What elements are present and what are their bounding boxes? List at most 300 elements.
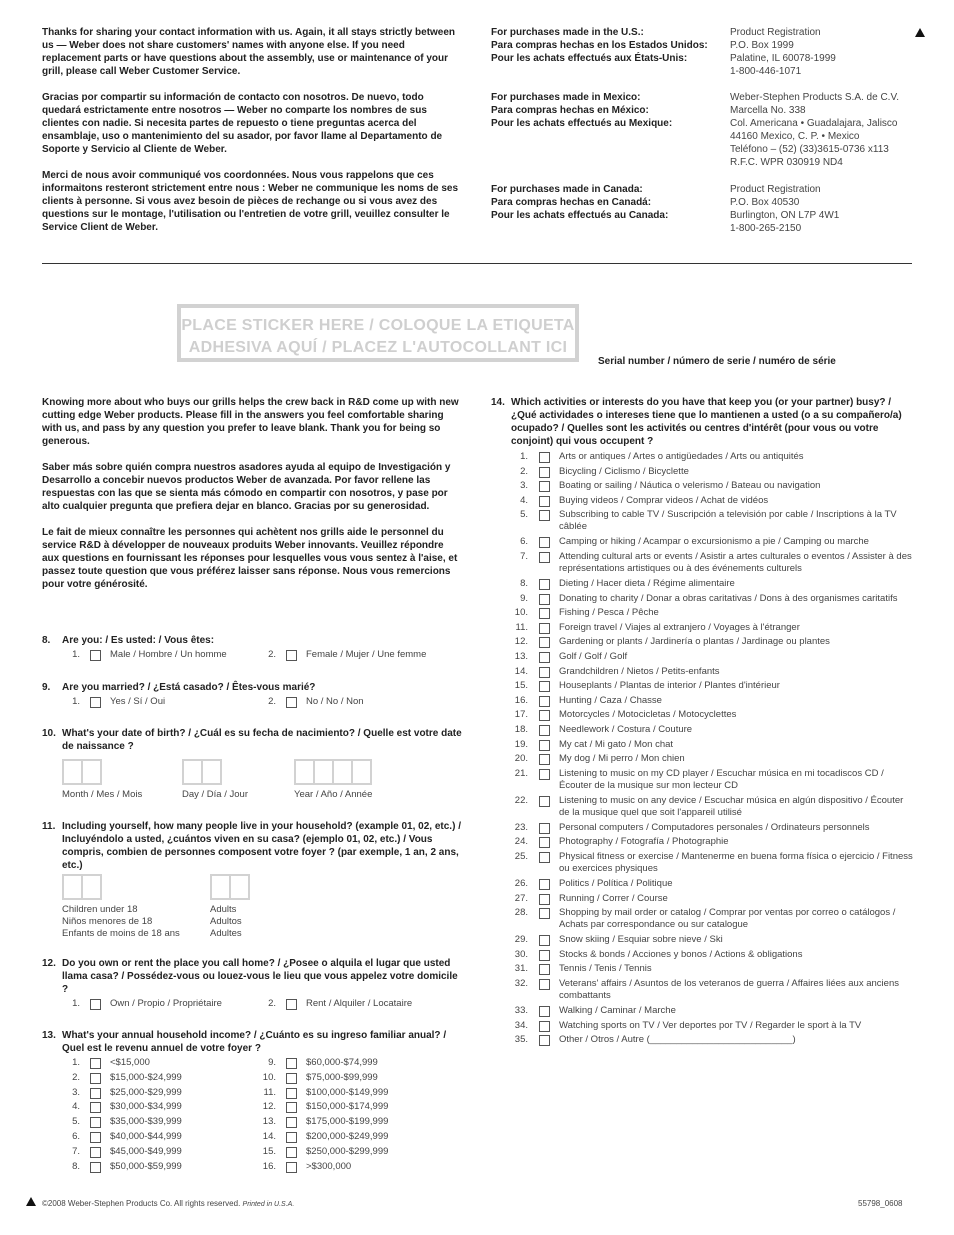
activity-option[interactable]: [510, 509, 910, 533]
checkbox[interactable]: [539, 823, 550, 834]
option-number: 14.: [514, 665, 528, 677]
sticker-placeholder: [177, 304, 579, 362]
address-mx-labels: [491, 91, 731, 130]
option-number: 3.: [520, 480, 528, 492]
checkbox[interactable]: [286, 1073, 297, 1084]
year-digit-1[interactable]: [294, 759, 315, 785]
option-number: 28.: [514, 907, 528, 919]
option-label: $40,000-$44,999: [110, 1131, 182, 1142]
option-label: Camping or hiking / Acampar o excursionismo a pie / Camping ou marche: [559, 536, 869, 548]
option-label: $200,000-$249,999: [306, 1131, 389, 1142]
label-line: Adultos: [210, 916, 242, 927]
children-digit-2[interactable]: [81, 874, 102, 900]
income-option[interactable]: [258, 1131, 428, 1144]
option-label: Subscribing to cable TV / Suscripción a televisión por cable / Inscriptions à la TV câblée: [559, 509, 897, 533]
option-label: Tennis / Tenis / Tennis: [559, 963, 652, 975]
option-number: 23.: [514, 821, 528, 833]
option-label: $60,000-$74,999: [306, 1057, 378, 1068]
checkbox[interactable]: [539, 537, 550, 548]
q12-option-1[interactable]: [62, 998, 242, 1011]
option-label: Politics / Política / Politique: [559, 878, 673, 889]
checkbox[interactable]: [286, 1147, 297, 1158]
checkbox[interactable]: [90, 650, 101, 661]
addr-line: P.O. Box 40530: [730, 197, 800, 208]
option-number: 25.: [514, 851, 528, 862]
checkbox[interactable]: [90, 1058, 101, 1069]
question-text: Do you own or rent the place you call home? / ¿Posee o alquila el lugar que usted llama casa? / Possédez-vous ou louez-vous le lieu que vous appelez votre domicile ?: [62, 958, 458, 995]
question-9: [42, 681, 462, 694]
question-number: 13.: [42, 1030, 56, 1041]
income-option[interactable]: [62, 1131, 232, 1144]
addr-line: Palatine, IL 60078-1999: [730, 53, 836, 64]
survey-intro-en: Knowing more about who buys our grills helps the crew back in R&D come up with new cutting edge Weber products. Please fill in the answers you feel comfortable sharing with us, and pass by any question you prefer to leave blank. Thank you for being so generous.: [42, 397, 459, 447]
income-option[interactable]: [62, 1087, 232, 1100]
option-number: 19.: [514, 738, 528, 750]
checkbox[interactable]: [286, 999, 297, 1010]
activity-option[interactable]: [510, 753, 910, 765]
option-number: 22.: [514, 794, 528, 806]
option-number: 2.: [268, 998, 276, 1009]
income-option[interactable]: [62, 1057, 232, 1070]
day-digit-1[interactable]: [182, 759, 203, 785]
fold-arrow-icon: [26, 1197, 36, 1206]
checkbox[interactable]: [539, 667, 550, 678]
option-number: 5.: [520, 509, 528, 521]
checkbox[interactable]: [286, 1132, 297, 1143]
option-label: $15,000-$24,999: [110, 1071, 182, 1083]
option-number: 9.: [268, 1057, 276, 1068]
option-number: 32.: [514, 978, 528, 989]
option-number: 1.: [72, 649, 80, 660]
option-number: 8.: [520, 578, 528, 589]
addr-label: For purchases made in the U.S.:: [491, 27, 644, 38]
option-number: 31.: [514, 963, 528, 975]
question-13: [42, 1029, 462, 1055]
question-8: [42, 634, 462, 647]
question-number: 14.: [491, 397, 505, 408]
option-number: 8.: [72, 1160, 80, 1172]
q9-option-1[interactable]: [62, 696, 242, 709]
checkbox[interactable]: [539, 623, 550, 634]
option-number: 12.: [514, 636, 528, 648]
option-label: $150,000-$174,999: [306, 1101, 389, 1113]
year-label: Year / Año / Année: [294, 789, 373, 800]
activity-option[interactable]: [510, 1034, 910, 1046]
checkbox[interactable]: [539, 740, 550, 751]
option-number: 20.: [514, 753, 528, 765]
option-number: 15.: [514, 680, 528, 692]
option-number: 13.: [514, 651, 528, 662]
checkbox[interactable]: [539, 935, 550, 946]
question-text: What's your annual household income? / ¿Cuánto es su ingreso familiar anual? / Quel est le revenu annuel de votre foyer ?: [62, 1030, 447, 1054]
addr-line: Product Registration: [730, 184, 821, 195]
survey-intro-es: Saber más sobre quién compra nuestros asadores ayuda al equipo de Investigación y Desarrollo a concebir nuevos productos Weber de avanzada. Por favor rellene las respuestas con las que se sienta más cómodo en compartir con nosotros, y pase por alto cualquier pregunta que prefiera dejar en blanco. Gracias por su generosidad.: [42, 462, 451, 512]
checkbox[interactable]: [90, 1117, 101, 1128]
contact-intro: [42, 26, 462, 247]
option-label: $35,000-$39,999: [110, 1116, 182, 1128]
intro-es: Gracias por compartir su información de contacto con nosotros. De nuevo, todo quedará estrictamente entre nosotros — Weber no comparte los nombres de sus clientes con nadie. Si necesita partes de repuesto o tiene preguntas acerca del ensamblaje, uso o mantenimiento del su asador, por favor llame al Departamento de Soporte y Servicio al Cliente de Weber.: [42, 92, 443, 155]
activity-option[interactable]: [510, 622, 910, 634]
addr-line: Product Registration: [730, 27, 821, 38]
activity-option[interactable]: [510, 536, 910, 548]
checkbox[interactable]: [539, 1021, 550, 1032]
option-number: 7.: [520, 551, 528, 562]
checkbox[interactable]: [539, 552, 550, 563]
q8-option-1[interactable]: [62, 649, 242, 662]
checkbox[interactable]: [539, 579, 550, 590]
adults-digit-1[interactable]: [210, 874, 231, 900]
label-line: Children under 18: [62, 904, 138, 915]
activity-option[interactable]: [510, 1020, 910, 1032]
addr-line: Marcella No. 338: [730, 105, 806, 116]
option-number: 6.: [520, 536, 528, 548]
checkbox[interactable]: [286, 697, 297, 708]
addr-line: Teléfono – (52) (33)3615-0736 x113: [730, 144, 889, 155]
income-option[interactable]: [62, 1072, 232, 1085]
addr-line: P.O. Box 1999: [730, 40, 794, 51]
activity-option[interactable]: [510, 593, 910, 605]
checkbox[interactable]: [539, 964, 550, 975]
activity-option[interactable]: [510, 978, 910, 1002]
option-number: 1.: [72, 1057, 80, 1068]
doc-code: 55798_0608: [858, 1199, 903, 1208]
checkbox[interactable]: [539, 696, 550, 707]
option-label: No / No / Non: [306, 696, 364, 707]
question-12: [42, 957, 462, 996]
option-number: 16.: [262, 1160, 276, 1172]
option-label: $50,000-$59,999: [110, 1160, 182, 1172]
checkbox[interactable]: [539, 979, 550, 990]
option-label: Photography / Fotografía / Photographie: [559, 836, 729, 848]
checkbox[interactable]: [539, 710, 550, 721]
option-label: Attending cultural arts or events / Asistir a artes culturales o eventos / Assister à des représentations artistiques ou à des événements culturels: [559, 551, 912, 574]
option-label: Female / Mujer / Une femme: [306, 649, 427, 660]
option-number: 11.: [515, 621, 528, 633]
checkbox[interactable]: [539, 637, 550, 648]
checkbox[interactable]: [539, 681, 550, 692]
activity-option[interactable]: [510, 934, 910, 946]
checkbox[interactable]: [539, 452, 550, 463]
option-label: Other / Otros / Autre (___________________________): [559, 1034, 796, 1046]
activity-option[interactable]: [510, 636, 910, 648]
option-number: 26.: [514, 878, 528, 889]
income-option[interactable]: [258, 1101, 428, 1114]
month-label: Month / Mes / Mois: [62, 789, 143, 800]
option-number: 13.: [262, 1116, 276, 1128]
addr-line: Weber-Stephen Products S.A. de C.V.: [730, 92, 899, 103]
option-label: My cat / Mi gato / Mon chat: [559, 738, 674, 750]
option-label: Running / Correr / Course: [559, 892, 668, 904]
activity-option[interactable]: [510, 795, 910, 819]
income-option[interactable]: [62, 1116, 232, 1129]
checkbox[interactable]: [539, 496, 550, 507]
day-digit-2[interactable]: [201, 759, 222, 785]
addr-label: Pour les achats effectués au Canada:: [491, 210, 669, 221]
option-label: $45,000-$49,999: [110, 1145, 182, 1157]
addr-label: For purchases made in Mexico:: [491, 92, 641, 103]
option-number: 21.: [514, 767, 528, 779]
option-number: 35.: [514, 1034, 528, 1046]
addr-label: Pour les achats effectués aux États-Unis:: [491, 53, 688, 64]
option-label: $30,000-$34,999: [110, 1101, 182, 1113]
option-number: 34.: [514, 1019, 528, 1031]
option-label: >$300,000: [306, 1160, 352, 1172]
option-label: Bicycling / Ciclismo / Bicyclette: [559, 465, 689, 477]
option-label: $250,000-$299,999: [306, 1145, 389, 1157]
activity-option[interactable]: [510, 724, 910, 736]
checkbox[interactable]: [90, 1073, 101, 1084]
option-number: 12.: [262, 1101, 276, 1113]
activity-option[interactable]: [510, 466, 910, 478]
intro-en: Thanks for sharing your contact information with us. Again, it all stays strictly between us — Weber does not share customers' names with anyone else. If you need replacement parts or have questions about the assembly, use or maintenance of your grill, please call Weber Customer Service.: [42, 27, 456, 77]
option-number: 33.: [514, 1005, 528, 1016]
activity-option[interactable]: [510, 878, 910, 890]
option-label: Yes / Sí / Oui: [110, 696, 166, 707]
activity-option[interactable]: [510, 480, 910, 492]
activity-option[interactable]: [510, 451, 910, 463]
year-digit-3[interactable]: [332, 759, 353, 785]
activity-option[interactable]: [510, 907, 910, 931]
activity-option[interactable]: [510, 578, 910, 590]
checkbox[interactable]: [90, 999, 101, 1010]
option-label: Rent / Alquiler / Locataire: [306, 998, 413, 1009]
address-mx: [730, 91, 930, 169]
option-label: Houseplants / Plantas de interior / Plantes d'intérieur: [559, 680, 780, 692]
month-digit-2[interactable]: [81, 759, 102, 785]
activity-option[interactable]: [510, 495, 910, 507]
option-number: 2.: [520, 465, 528, 477]
addr-line: 1-800-446-1071: [730, 66, 802, 77]
month-digit-1[interactable]: [62, 759, 83, 785]
checkbox[interactable]: [539, 594, 550, 605]
checkbox[interactable]: [90, 697, 101, 708]
q9-option-2[interactable]: [258, 696, 458, 709]
sticker-line: PLACE STICKER HERE / COLOQUE LA ETIQUETA: [181, 317, 575, 334]
children-label: [62, 904, 180, 940]
checkbox[interactable]: [539, 481, 550, 492]
addr-label: Para compras hechas en los Estados Unidos:: [491, 40, 708, 51]
activity-option[interactable]: [510, 666, 910, 678]
option-number: 3.: [72, 1086, 80, 1098]
activity-option[interactable]: [510, 949, 910, 961]
question-10: [42, 727, 462, 753]
activity-option[interactable]: [510, 680, 910, 692]
printed-text: Printed in U.S.A.: [242, 1201, 295, 1208]
question-14: [491, 396, 911, 448]
income-option[interactable]: [258, 1072, 428, 1085]
survey-intro-fr: Le fait de mieux connaître les personnes qui achètent nos grills aide le personnel du service R&D à développer de nouveaux produits Weber innovants. Veuillez répondre aux questions en fournissant les réponses pour lesquelles vous vous sentez à l'aise, et passez toute question que vous préférez laisser sans réponse. Nous vous remercions pour votre générosité.: [42, 527, 458, 590]
checkbox[interactable]: [539, 608, 550, 619]
activity-option[interactable]: [510, 551, 910, 575]
income-option[interactable]: [258, 1146, 428, 1159]
addr-line: 44160 Mexico, C. P. • Mexico: [730, 131, 860, 142]
question-number: 10.: [42, 728, 56, 739]
question-11: [42, 820, 462, 872]
option-label: $25,000-$29,999: [110, 1086, 182, 1098]
checkbox[interactable]: [539, 652, 550, 663]
option-number: 1.: [520, 451, 528, 462]
checkbox[interactable]: [539, 1006, 550, 1017]
option-number: 4.: [72, 1101, 80, 1113]
activity-option[interactable]: [510, 963, 910, 975]
day-label: Day / Día / Jour: [182, 789, 248, 800]
option-number: 14.: [262, 1131, 276, 1142]
checkbox[interactable]: [90, 1132, 101, 1143]
option-number: 30.: [514, 948, 528, 960]
checkbox[interactable]: [539, 725, 550, 736]
checkbox[interactable]: [539, 467, 550, 478]
q12-option-2[interactable]: [258, 998, 458, 1011]
addr-line: 1-800-265-2150: [730, 223, 802, 234]
checkbox[interactable]: [539, 510, 550, 521]
addr-label: Pour les achats effectués au Mexique:: [491, 118, 673, 129]
option-number: 5.: [72, 1116, 80, 1128]
checkbox[interactable]: [286, 1058, 297, 1069]
activity-option[interactable]: [510, 1005, 910, 1017]
option-label: Grandchildren / Nietos / Petits-enfants: [559, 665, 720, 677]
option-label: Dieting / Hacer dieta / Régime alimentaire: [559, 578, 735, 589]
activity-option[interactable]: [510, 893, 910, 905]
option-label: Own / Propio / Propriétaire: [110, 998, 222, 1009]
activity-option[interactable]: [510, 768, 910, 792]
address-ca: [730, 183, 930, 235]
checkbox[interactable]: [90, 1088, 101, 1099]
option-label: Donating to charity / Donar a obras caritativas / Dons à des organismes caritatifs: [559, 592, 898, 604]
option-label: Listening to music on any device / Escuchar música en algún dispositivo / Écouter de la musique quel que soit l'appareil utilisé: [559, 794, 904, 818]
option-label: Foreign travel / Viajes al extranjero / Voyages à l'étranger: [559, 621, 800, 633]
checkbox[interactable]: [90, 1102, 101, 1113]
income-option[interactable]: [62, 1161, 232, 1174]
label-line: Adults: [210, 904, 237, 915]
checkbox[interactable]: [286, 1162, 297, 1173]
option-number: 1.: [72, 696, 80, 707]
activity-option[interactable]: [510, 851, 913, 875]
sticker-line: ADHESIVA AQUÍ / PLACEZ L'AUTOCOLLANT ICI: [188, 339, 568, 356]
income-option[interactable]: [258, 1057, 428, 1070]
copyright-text: ©2008 Weber-Stephen Products Co. All rights reserved.: [42, 1199, 241, 1208]
option-label: Hunting / Caza / Chasse: [559, 694, 662, 706]
income-option[interactable]: [258, 1116, 428, 1129]
option-number: 27.: [514, 892, 528, 904]
option-number: 2.: [268, 696, 276, 707]
option-label: Golf / Golf / Golf: [559, 651, 628, 662]
checkbox[interactable]: [539, 1035, 550, 1046]
income-option[interactable]: [258, 1087, 428, 1100]
intro-fr: Merci de nous avoir communiqué vos coordonnées. Nous vous rappelons que ces informaitons resteront strictement entre nous : Weber ne communique les noms de ses clients à personne. Si vous avez besoin de pièces de rechange ou si vous avez des questions sur le montage, l'utilisation ou l'entretien de votre grill, veuillez consulter le Service Client de Weber.: [42, 170, 459, 233]
checkbox[interactable]: [90, 1147, 101, 1158]
activity-option[interactable]: [510, 709, 910, 721]
option-label: Snow skiing / Esquiar sobre nieve / Ski: [559, 934, 723, 946]
option-label: Fishing / Pesca / Pêche: [559, 607, 659, 619]
address-us: [730, 26, 930, 78]
option-number: 6.: [72, 1131, 80, 1142]
address-ca-labels: [491, 183, 731, 222]
option-label: <$15,000: [110, 1057, 150, 1068]
addr-line: Col. Americana • Guadalajara, Jalisco: [730, 118, 898, 129]
checkbox[interactable]: [539, 796, 550, 807]
addr-line: Burlington, ON L7P 4W1: [730, 210, 840, 221]
checkbox[interactable]: [286, 1102, 297, 1113]
option-label: Walking / Caminar / Marche: [559, 1005, 676, 1016]
income-option[interactable]: [62, 1101, 232, 1114]
option-number: 15.: [262, 1145, 276, 1157]
checkbox[interactable]: [539, 879, 550, 890]
activity-option[interactable]: [510, 822, 910, 834]
checkbox[interactable]: [539, 852, 550, 863]
option-label: My dog / Mi perro / Mon chien: [559, 753, 685, 765]
checkbox[interactable]: [539, 754, 550, 765]
year-digit-2[interactable]: [313, 759, 334, 785]
question-number: 8.: [42, 635, 51, 646]
checkbox[interactable]: [539, 769, 550, 780]
option-label: Veterans' affairs / Asuntos de los veteranos de guerra / Affaires liées aux anciens combattants: [559, 978, 899, 1001]
option-number: 17.: [514, 709, 528, 721]
checkbox[interactable]: [286, 650, 297, 661]
activity-option[interactable]: [510, 836, 910, 848]
divider: [42, 263, 912, 264]
option-label: Boating or sailing / Náutica o velerismo / Bateau ou navigation: [559, 480, 821, 492]
option-number: 29.: [514, 934, 528, 946]
checkbox[interactable]: [286, 1117, 297, 1128]
q8-option-2[interactable]: [258, 649, 458, 662]
activity-option[interactable]: [510, 651, 910, 663]
option-label: Buying videos / Comprar videos / Achat de vidéos: [559, 494, 769, 506]
option-label: Stocks & bonds / Acciones y bonos / Actions & obligations: [559, 948, 803, 960]
question-text: What's your date of birth? / ¿Cuál es su fecha de nacimiento? / Quelle est votre date de naissance ?: [62, 728, 462, 752]
checkbox[interactable]: [539, 837, 550, 848]
survey-intro: [42, 396, 462, 604]
label-line: Enfants de moins de 18 ans: [62, 928, 180, 939]
option-label: Motorcycles / Motocicletas / Motocyclettes: [559, 709, 737, 721]
option-label: $100,000-$149,999: [306, 1086, 389, 1098]
income-option[interactable]: [258, 1161, 428, 1174]
option-number: 10.: [262, 1071, 276, 1083]
addr-label: Para compras hechas en México:: [491, 105, 649, 116]
checkbox[interactable]: [539, 894, 550, 905]
activity-option[interactable]: [510, 695, 910, 707]
label-line: Adultes: [210, 928, 242, 939]
question-text: Are you married? / ¿Está casado? / Êtes-vous marié?: [62, 682, 316, 693]
option-number: 9.: [520, 592, 528, 604]
activity-option[interactable]: [510, 739, 910, 751]
children-digit-1[interactable]: [62, 874, 83, 900]
option-label: $175,000-$199,999: [306, 1116, 389, 1128]
adults-digit-2[interactable]: [229, 874, 250, 900]
option-number: 24.: [514, 836, 528, 848]
activity-option[interactable]: [510, 607, 910, 619]
checkbox[interactable]: [90, 1162, 101, 1173]
label-line: Niños menores de 18: [62, 916, 153, 927]
option-number: 7.: [72, 1145, 80, 1157]
income-option[interactable]: [62, 1146, 232, 1159]
year-digit-4[interactable]: [351, 759, 372, 785]
addr-line: R.F.C. WPR 030919 ND4: [730, 157, 843, 168]
checkbox[interactable]: [286, 1088, 297, 1099]
copyright: [42, 1198, 294, 1211]
checkbox[interactable]: [539, 908, 550, 919]
option-number: 11.: [263, 1086, 276, 1098]
question-text: Which activities or interests do you have that keep you (or your partner) busy? / ¿Qué actividades o intereses tiene que lo mantienen a usted (o a su compañero/a) ocupado? / Quelles sont les activités ou centres d'intérêt (pour vous ou votre conjoint) qui vous occupent ?: [511, 397, 902, 447]
option-label: Arts or antiques / Artes o antigüedades / Arts ou antiquités: [559, 451, 804, 462]
checkbox[interactable]: [539, 950, 550, 961]
adults-label: [210, 904, 242, 940]
option-label: Shopping by mail order or catalog / Comprar por ventas por correo o catálogos / Achats par correspondance ou sur catalogue: [559, 907, 896, 931]
option-number: 10.: [514, 607, 528, 619]
option-label: Listening to music on my CD player / Escuchar música en mi tocadiscos CD / Écouter de la musique sur mon lecteur CD: [559, 767, 884, 791]
option-label: Needlework / Costura / Couture: [559, 724, 693, 735]
option-label: Gardening or plants / Jardinería o plantas / Jardinage ou plantes: [559, 636, 830, 648]
option-number: 2.: [268, 649, 276, 660]
